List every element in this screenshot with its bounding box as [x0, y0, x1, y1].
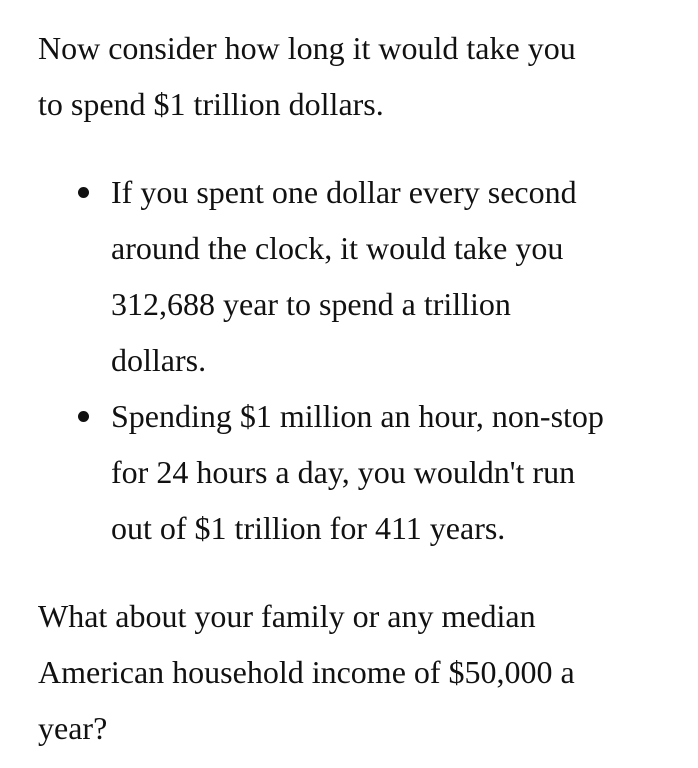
intro-paragraph — [38, 20, 678, 132]
bullet-dot-icon — [78, 411, 89, 422]
bullet-line: dollars. — [111, 342, 207, 378]
bullet-line: out of $1 trillion for 411 years. — [111, 510, 506, 546]
bullet-list — [38, 164, 698, 556]
closing-paragraph — [38, 588, 678, 756]
list-item — [111, 388, 671, 556]
closing-line: American household income of $50,000 a — [38, 654, 575, 690]
closing-line: What about your family or any median — [38, 598, 536, 634]
bullet-line: around the clock, it would take you — [111, 230, 564, 266]
bullet-dot-icon — [78, 187, 89, 198]
intro-line: to spend $1 trillion dollars. — [38, 86, 384, 122]
list-item — [111, 164, 671, 388]
bullet-line: for 24 hours a day, you wouldn't run — [111, 454, 576, 490]
bullet-line: If you spent one dollar every second — [111, 174, 577, 210]
intro-line: Now consider how long it would take you — [38, 30, 576, 66]
closing-line: year? — [38, 710, 108, 746]
bullet-line: Spending $1 million an hour, non-stop — [111, 398, 604, 434]
bullet-line: 312,688 year to spend a trillion — [111, 286, 511, 322]
